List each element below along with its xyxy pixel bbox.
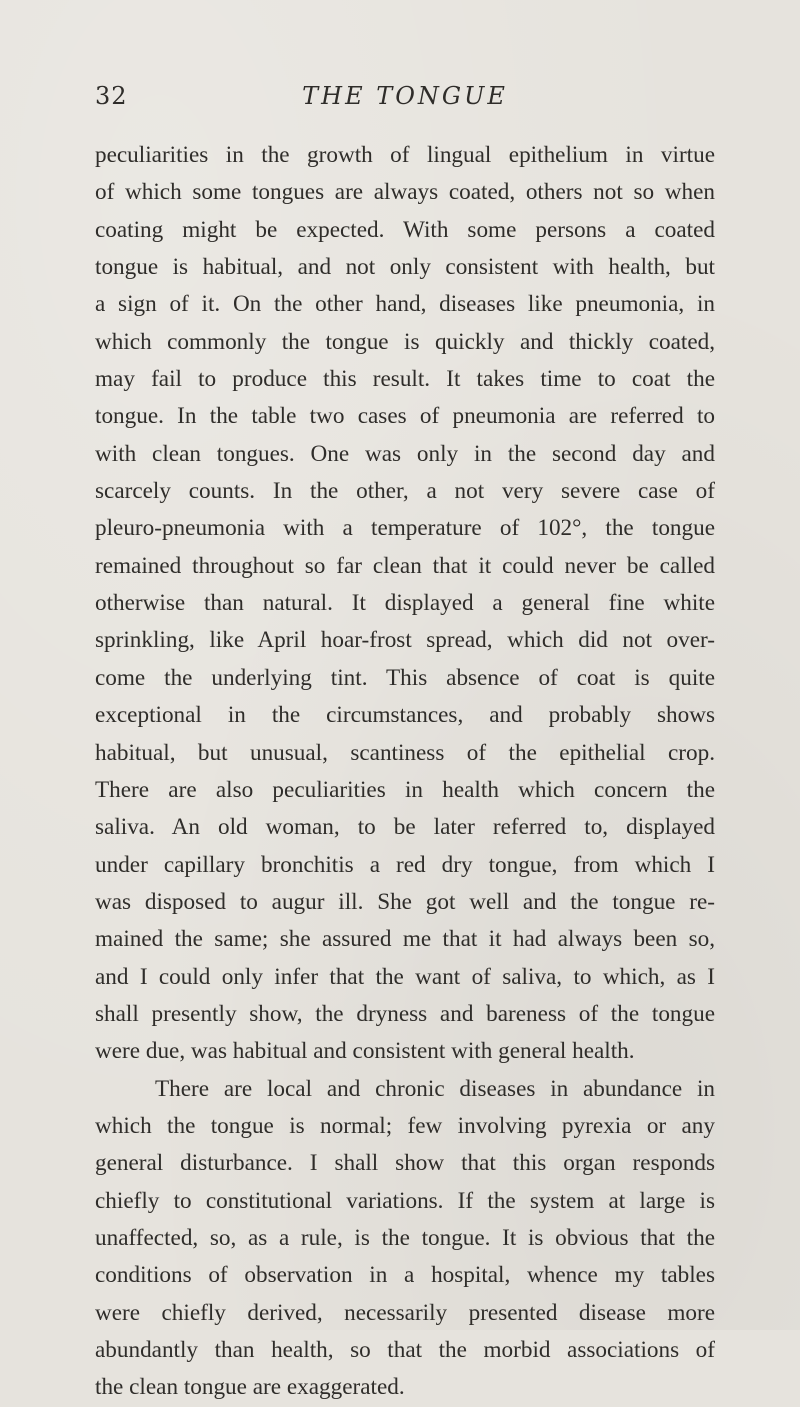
text-line: sprinkling, like April hoar-frost spread, which did not over- [95, 627, 715, 654]
text-line: chiefly to constitutional variations. If the system at large is [95, 1187, 715, 1214]
text-line: under capillary bronchitis a red dry tongue, from which I [95, 851, 715, 878]
text-line: otherwise than natural. It displayed a general fine white [95, 590, 715, 617]
text-line: were chiefly derived, necessarily presented disease more [95, 1299, 715, 1326]
running-head: THE TONGUE [302, 82, 508, 110]
text-line: abundantly than health, so that the morbid associations of [95, 1337, 715, 1363]
text-line: shall presently show, the dryness and bareness of the tongue [95, 1000, 715, 1027]
page-number: 32 [95, 82, 128, 110]
text-line: scarcely counts. In the other, a not very severe case of [95, 478, 715, 505]
text-line: was disposed to augur ill. She got well and the tongue re- [95, 888, 715, 915]
text-line: unaffected, so, as a rule, is the tongue. It is obvious that the [95, 1224, 715, 1251]
text-line: the clean tongue are exaggerated. [95, 1374, 405, 1401]
text-line: come the underlying tint. This absence of coat is quite [95, 664, 715, 691]
text-line: coating might be expected. With some persons a coated [95, 216, 715, 243]
text-line: There are also peculiarities in health which concern the [95, 776, 715, 803]
text-line: which the tongue is normal; few involving pyrexia or any [95, 1112, 715, 1139]
page-header [95, 82, 715, 118]
text-line: with clean tongues. One was only in the second day and [95, 440, 715, 467]
text-line: of which some tongues are always coated, others not so when [95, 179, 715, 206]
body-text [95, 137, 715, 1407]
text-line: a sign of it. On the other hand, diseases like pneumonia, in [95, 291, 715, 318]
text-line: pleuro-pneumonia with a temperature of 102°, the tongue [95, 515, 715, 542]
text-line: There are local and chronic diseases in abundance in [155, 1075, 715, 1102]
text-line: mained the same; she assured me that it had always been so, [95, 926, 715, 953]
text-line: peculiarities in the growth of lingual epithelium in virtue [95, 142, 715, 168]
text-line: tongue. In the table two cases of pneumonia are referred to [95, 403, 715, 430]
text-line: and I could only infer that the want of saliva, to which, as I [95, 963, 715, 990]
text-line: were due, was habitual and consistent with general health. [95, 1038, 635, 1065]
text-line: exceptional in the circumstances, and probably shows [95, 702, 715, 729]
text-line: habitual, but unusual, scantiness of the epithelial crop. [95, 739, 715, 766]
text-line: tongue is habitual, and not only consistent with health, but [95, 254, 715, 281]
text-line: saliva. An old woman, to be later referred to, displayed [95, 814, 715, 841]
text-line: remained throughout so far clean that it could never be called [95, 552, 715, 579]
text-line: which commonly the tongue is quickly and thickly coated, [95, 328, 715, 355]
text-line: conditions of observation in a hospital, whence my tables [95, 1262, 715, 1289]
text-line: may fail to produce this result. It takes time to coat the [95, 366, 715, 393]
text-line: general disturbance. I shall show that this organ responds [95, 1150, 715, 1177]
